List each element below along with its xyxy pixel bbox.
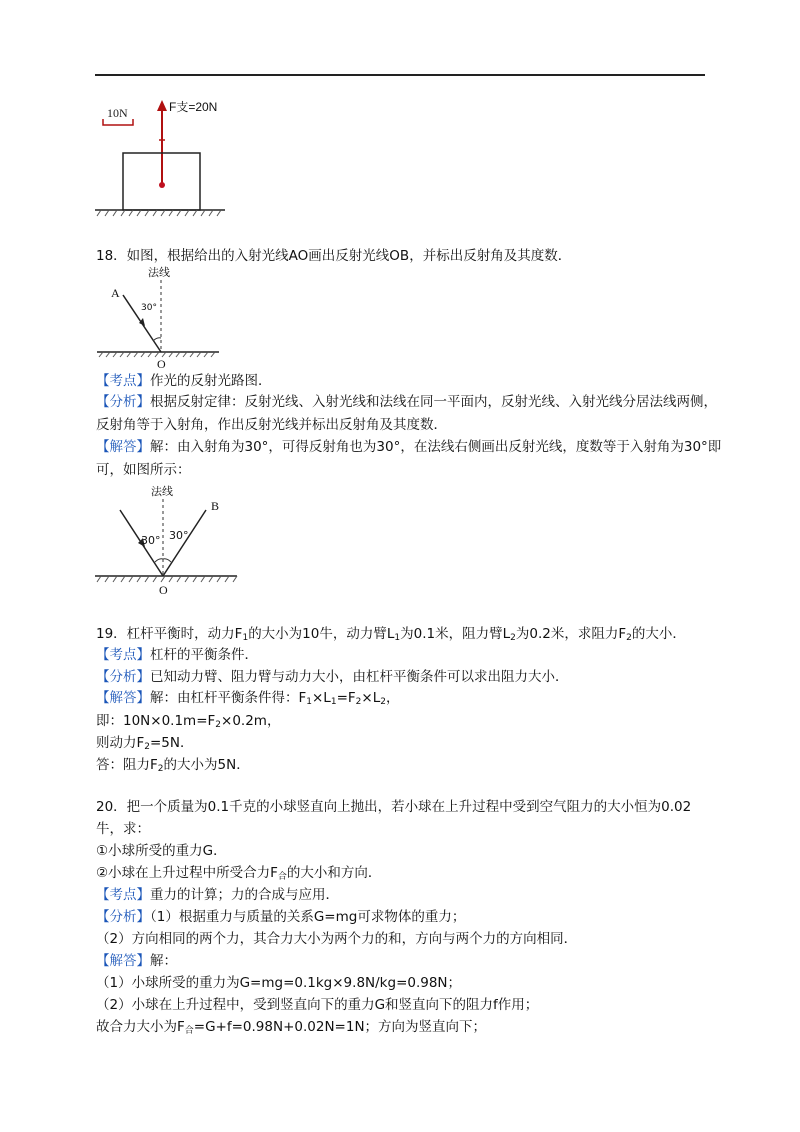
q19-step-3: 则动力$F_2=5N$． [96,735,194,752]
jieda-tag: 【解答】 [96,439,150,455]
q19-fenxi: 【分析】已知动力臂、阻力臂与动力大小，由杠杆平衡条件可以求出阻力大小． [96,669,569,685]
q18-question: 18．如图，根据给出的入射光线AO画出反射光线OB，并标出反射角及其度数． [96,248,572,264]
q20-part-2: ②小球在上升过程中所受合力$F_合$的大小和方向． [96,865,382,882]
q20-step-1: （1）小球所受的重力为G=mg=0.1kg×9.8N/kg=0.98N； [96,975,462,991]
q20-kaodian: 【考点】重力的计算；力的合成与应用． [96,887,339,903]
q18-fenxi: 【分析】根据反射定律：反射光线、入射光线和法线在同一平面内，反射光线、入射光线分居法线两侧， [96,394,717,410]
q20-step-2: （2）小球在上升过程中，受到竖直向下的重力G和竖直向下的阻力f作用； [96,997,539,1013]
svg-text:O: O [159,583,168,596]
angle-right-label: 30° [169,529,189,542]
angle-left-label: 30° [141,534,161,547]
point-a-label: A [111,286,120,300]
q18-fenxi-cont: 反射角等于入射角，作出反射光线并标出反射角及其度数． [96,417,447,433]
q20-question: 20．把一个质量为0.1千克的小球竖直向上抛出，若小球在上升过程中受到空气阻力的大小恒为0.02 [96,799,692,815]
q19-step-2: 即：$10N\times 0.1m=F_2\times 0.2m$， [96,713,281,730]
q18-kaodian: 【考点】作光的反射光路图． [96,373,272,389]
q19-jieda: 【解答】解：由杠杆平衡条件得：$F_1\times L_1=F_2\times L_2$， [96,690,400,707]
normal-label: 法线 [148,266,170,279]
q20-question-cont: 牛，求： [96,821,150,837]
header-rule [95,74,705,76]
q19-question: 19．杠杆平衡时，动力$F_1$的大小为10牛，动力臂$L_1$为0.1米，阻力臂$L_2$为0.2米，求阻力$F_2$的大小． [96,626,686,643]
point-b-label: B [211,499,220,513]
kaodian-tag: 【考点】 [96,373,150,389]
q20-step-3: 故合力大小为$F_合=G+f=0.98N+0.02N=1N$；方向为竖直向下； [96,1019,487,1036]
q18-jieda: 【解答】解：由入射角为30°，可得反射角也为30°，在法线右侧画出反射光线，度数等于入射角为30°即 [96,439,722,455]
q20-fenxi-cont: （2）方向相同的两个力，其合力大小为两个力的和，方向与两个力的方向相同． [96,931,578,947]
q20-fenxi: 【分析】（1）根据重力与质量的关系G=mg可求物体的重力； [96,909,466,925]
force-diagram [95,95,230,217]
svg-text:法线: 法线 [151,485,173,498]
force-label: F支=20N [169,100,218,114]
q20-jieda: 【解答】解： [96,953,177,969]
q19-answer: 答：阻力$F_2$的大小为5N． [96,757,250,774]
q18-jieda-cont: 可，如图所示： [96,462,191,478]
q20-part-1: ①小球所受的重力G． [96,843,227,859]
angle-label: 30° [141,303,157,313]
q19-kaodian: 【考点】杠杆的平衡条件． [96,647,258,663]
q18-incident-diagram [95,265,225,370]
q18-answer-diagram [95,484,245,596]
fenxi-tag: 【分析】 [96,394,150,410]
point-o-label: O [157,357,166,370]
scale-label: 10N [107,106,128,120]
